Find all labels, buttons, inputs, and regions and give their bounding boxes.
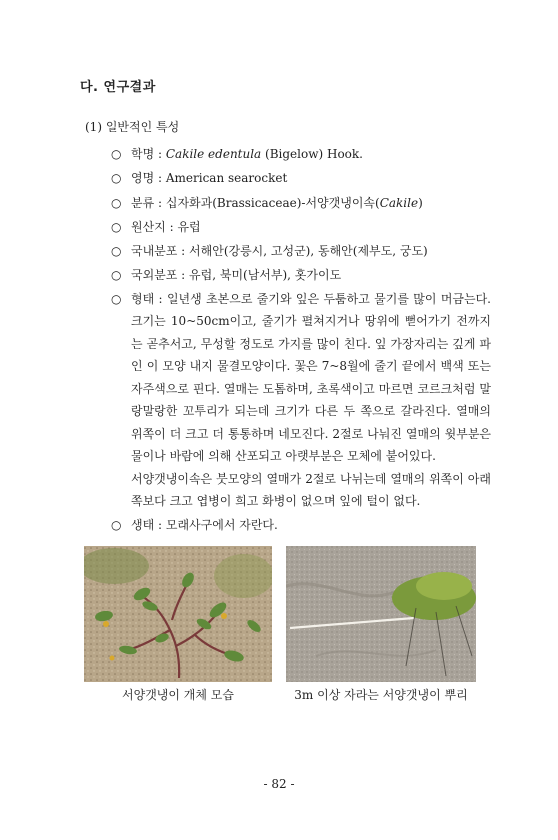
list-item-domestic-distribution: ○ 국내분포 : 서해안(강릉시, 고성군), 동해안(제부도, 궁도) [111,239,491,263]
bullet-circle-icon: ○ [111,171,122,186]
bullet-circle-icon: ○ [111,517,122,532]
morphology-paragraph-2: 서양갯냉이속은 붓모양의 열매가 2절로 나뉘는데 열매의 위쪽이 아래쪽보다 크고 엽병이 희고 화병이 없으며 잎에 털이 없다. [131,471,491,509]
bullet-circle-icon: ○ [111,291,122,306]
list-item-scientific-name: ○ 학명 : Cakile edentula (Bigelow) Hook. [111,142,491,166]
list-item-english-name: ○ 영명 : American searocket [111,166,491,190]
genus-name: Cakile edentula [165,147,262,161]
bullet-circle-icon: ○ [111,219,122,234]
bullet-circle-icon: ○ [111,195,122,210]
list-item-origin: ○ 원산지 : 유럽 [111,215,491,239]
characteristics-list [111,142,491,537]
section-heading: 다. 연구결과 [80,80,156,95]
plant-photo [84,546,272,682]
photo-caption-right: 3m 이상 자라는 서양갯냉이 뿌리 [294,688,468,702]
bullet-circle-icon: ○ [111,147,122,161]
list-item-overseas-distribution: ○ 국외분포 : 유럽, 북미(남서부), 홋가이도 [111,263,491,287]
bullet-circle-icon: ○ [111,268,122,283]
list-item-classification: ○ 분류 : 십자화과(Brassicaceae)-서양갯냉이속(Cakile) [111,191,491,215]
subsection-heading: (1) 일반적인 특성 [85,120,180,134]
photo-row [84,546,476,682]
root-photo [286,546,476,682]
page-number: - 82 - [263,777,295,791]
list-item-ecology: ○ 생태 : 모래사구에서 자란다. [111,513,491,537]
list-item-morphology [111,288,491,513]
morphology-paragraph: 형태 : 일년생 초본으로 줄기와 잎은 두툼하고 물기를 많이 머금는다. 크기는 10~50cm이고, 줄기가 펼쳐지거나 땅위에 뻗어가기 전까지는 곧추서고, 무성할 정도로 가지를 많이 친다. 잎 가장자리는 깊게 파인 이 모양 내지 물결모양이다. 꽃은 7~8월에 줄기 끝에서 백색 또는 자주색으로 핀다. 열매는 도톰하며, 초록색이고 마르면 코르크처럼 말랑말랑한 꼬투리가 되는데 크기가 다른 두 쪽으로 갈라진다. 열매의 위쪽이 더 크고 더 통통하며 네모진다. 2절로 나눠진 열매의 윗부분은 물이나 바람에 의해 산포되고 아랫부분은 모체에 붙어있다. [131,291,491,464]
bullet-circle-icon: ○ [111,244,122,259]
photo-caption-left: 서양갯냉이 개체 모습 [122,688,234,702]
